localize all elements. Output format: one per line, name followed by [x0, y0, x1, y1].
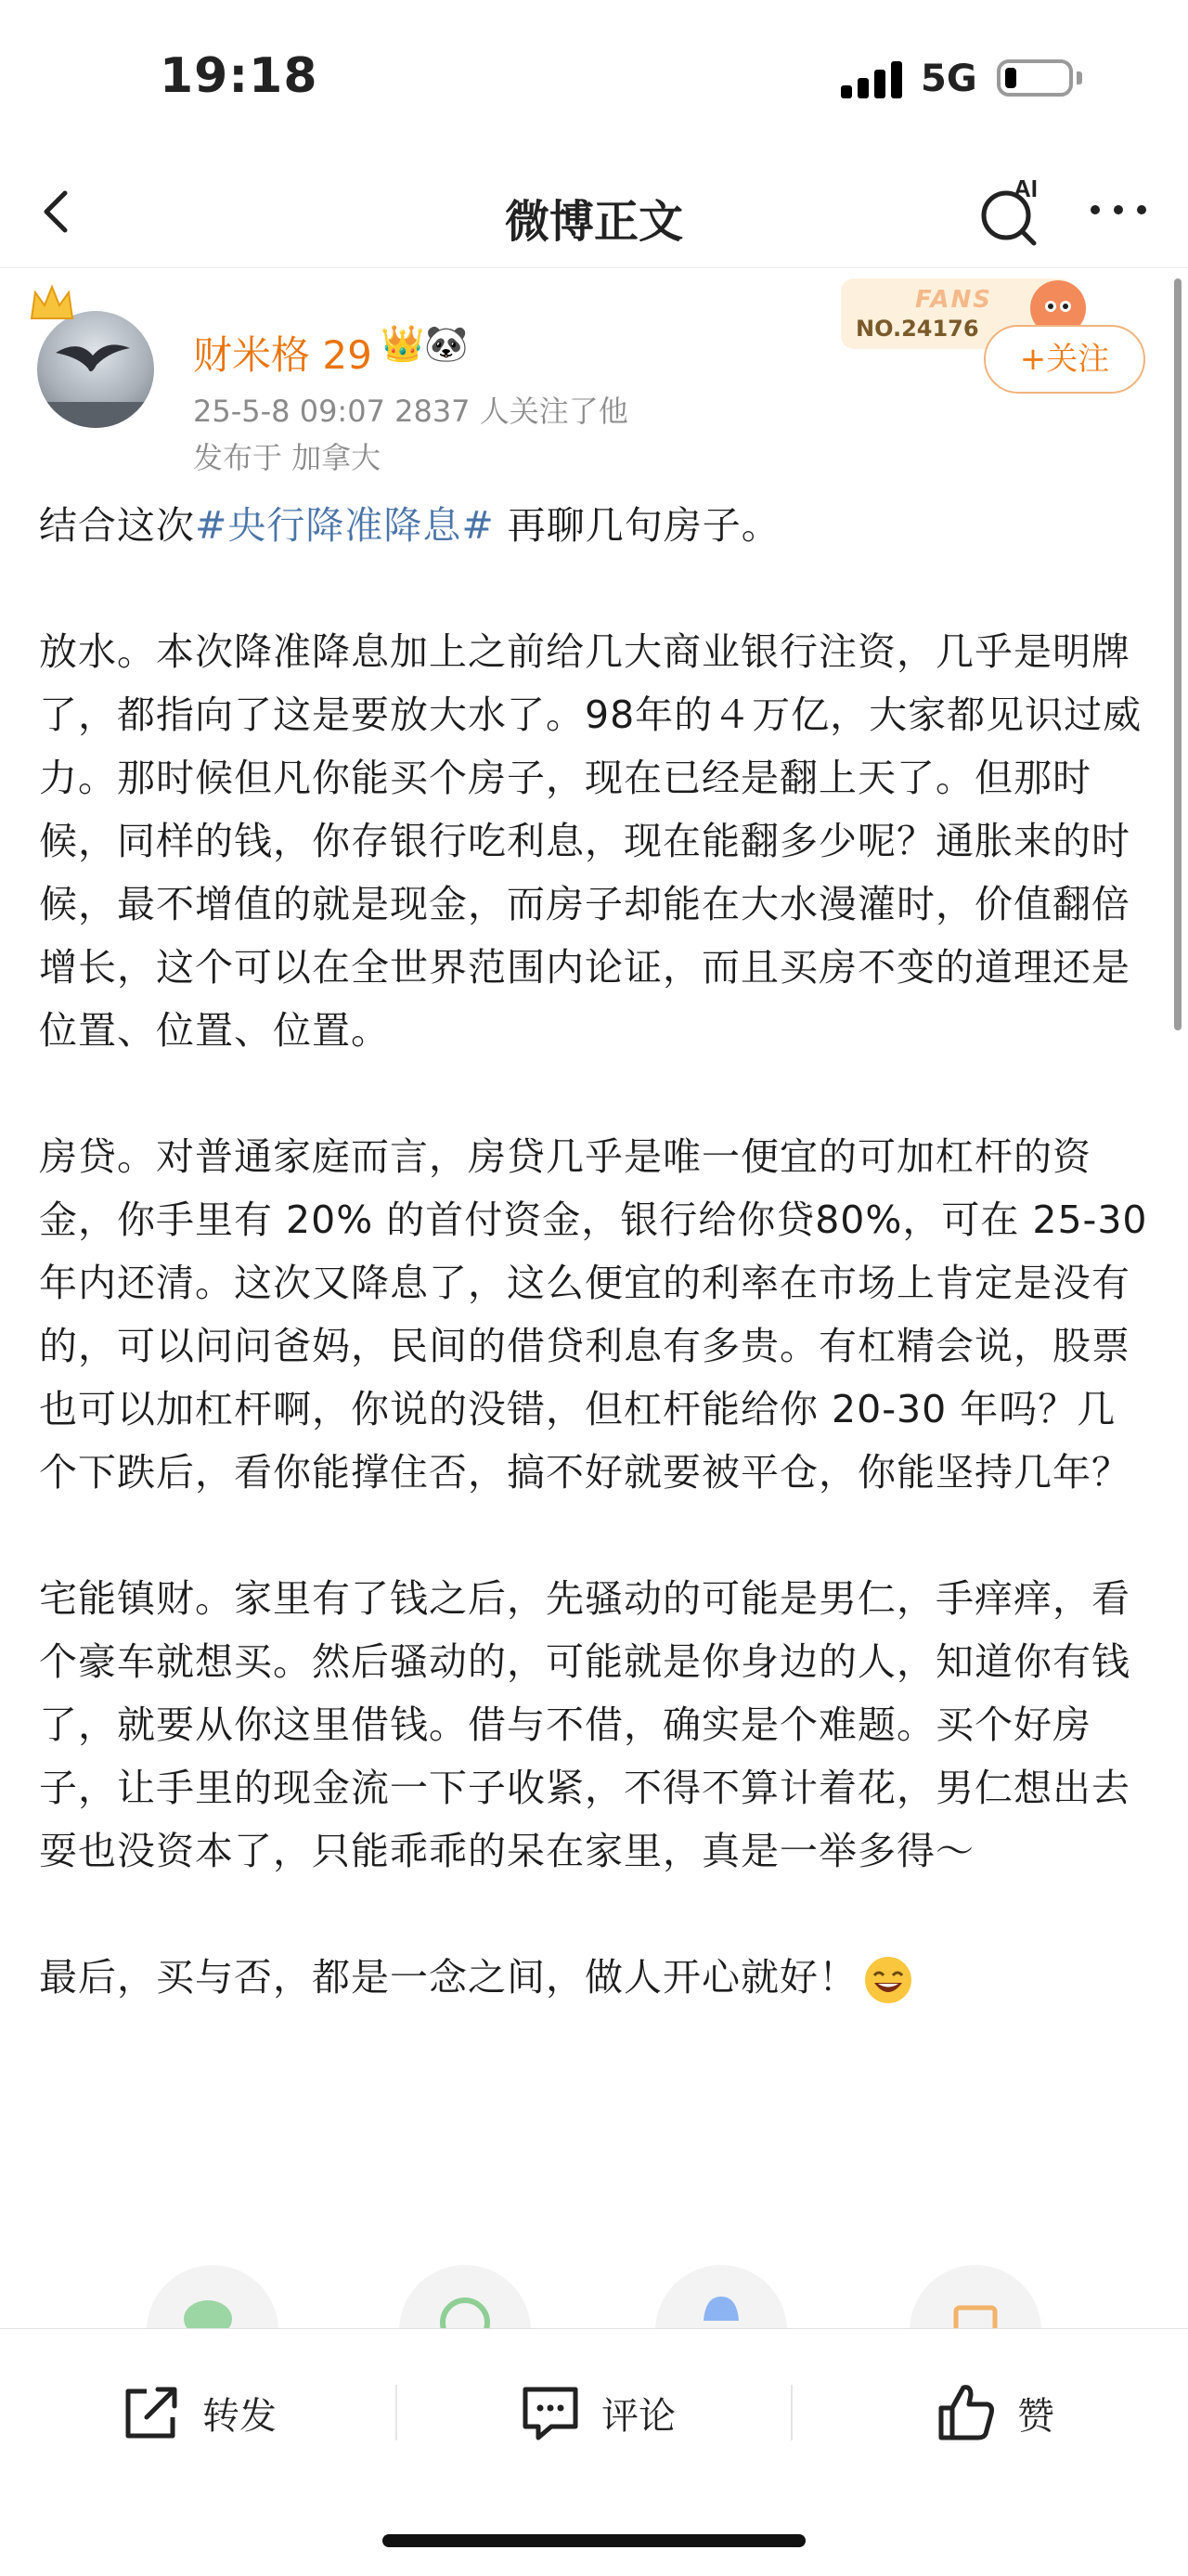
share-moments-icon[interactable]: [399, 2265, 531, 2328]
post-paragraph: 放水。本次降准降息加上之前给几大商业银行注资，几乎是明牌了，都指向了这是要放大水了。98年的４万亿，大家都见识过威力。那时候但凡你能买个房子，现在已经是翻上天了。但那时候，同样的钱，你存银行吃利息，现在能翻多少呢？通胀来的时候，最不增值的就是现金，而房子却能在大水漫灌时，价值翻倍增长，这个可以在全世界范围内论证，而且买房不变的道理还是位置、位置、位置。: [39, 629, 1143, 1053]
post-paragraph-last: [39, 1946, 1153, 2009]
ai-search-icon[interactable]: [975, 171, 1049, 249]
post-body: [39, 494, 1153, 2072]
network-type: 5G: [921, 58, 977, 100]
toolbar-divider: [395, 2385, 397, 2440]
battery-icon: [997, 59, 1073, 97]
like-label: 赞: [1017, 2394, 1054, 2438]
bird-icon: [37, 311, 154, 428]
nav-bar: [0, 158, 1188, 268]
battery-tip: [1077, 71, 1082, 84]
more-icon[interactable]: [1086, 191, 1151, 228]
author-name[interactable]: 财米格 29: [193, 332, 372, 378]
post-paragraph: 宅能镇财。家里有了钱之后，先骚动的可能是男仁，手痒痒，看个豪车就想买。然后骚动的，可能就是你身边的人，知道你有钱了，就要从你这里借钱。借与不借，确实是个难题。买个好房子，让手里的现金流一下子收紧，不得不算计着花，男仁想出去耍也没资本了，只能乖乖的呆在家里，真是一举多得～: [39, 1576, 1130, 1873]
fans-number: NO.24176: [856, 316, 979, 342]
fans-label: FANS: [915, 286, 993, 314]
home-indicator: [382, 2534, 806, 2547]
share-image-icon[interactable]: [910, 2265, 1041, 2328]
share-qq-icon[interactable]: [655, 2265, 787, 2328]
post-text: 再聊几句房子。: [494, 503, 781, 548]
comment-label: 评论: [601, 2394, 676, 2438]
post-location: 发布于 加拿大: [193, 440, 381, 475]
ai-label: AI: [1014, 175, 1038, 202]
repost-button[interactable]: [119, 2375, 277, 2450]
like-button[interactable]: [934, 2375, 1054, 2450]
scrollbar[interactable]: [1174, 278, 1182, 1030]
share-row: [0, 2256, 1188, 2328]
status-bar: [0, 0, 1188, 158]
signal-icon: [841, 61, 904, 98]
status-time: 19:18: [160, 48, 318, 104]
thumbs-up-icon: [934, 2380, 999, 2445]
toolbar-divider: [791, 2385, 793, 2440]
share-wechat-icon[interactable]: [147, 2265, 278, 2328]
repost-label: 转发: [202, 2394, 277, 2438]
repost-icon: [119, 2380, 184, 2445]
author-avatar[interactable]: [28, 283, 167, 432]
laughing-emoji-icon: [863, 1955, 913, 2005]
avatar: [37, 311, 154, 428]
comment-icon: [518, 2380, 583, 2445]
comment-button[interactable]: [518, 2375, 676, 2450]
post-text: 结合这次: [39, 503, 195, 548]
hashtag-link[interactable]: #央行降准降息#: [195, 503, 495, 548]
post-text: 最后，买与否，都是一念之间，做人开心就好！: [39, 1955, 858, 2000]
crown-icon: [28, 283, 76, 324]
post-paragraph: 房贷。对普通家庭而言，房贷几乎是唯一便宜的可加杠杆的资金，你手里有 20% 的首付资金，银行给你贷80%，可在 25-30 年内还清。这次又降息了，这么便宜的利率在市场上肯定是没有的，可以问问爸妈，民间的借贷利息有多贵。有杠精会说，股票也可以加杠杆啊，你说的没错，但杠杆能给你 20-30 年吗？几个下跌后，看你能撑住否，搞不好就要被平仓，你能坚持几年？: [39, 1134, 1148, 1495]
badge-icons: 👑🐼: [381, 323, 469, 364]
page-title: 微博正文: [504, 196, 683, 248]
post-meta: 25-5-8 09:07 2837 人关注了他: [193, 394, 628, 429]
post-paragraph: [39, 494, 1153, 557]
follow-button[interactable]: +关注: [984, 325, 1145, 394]
